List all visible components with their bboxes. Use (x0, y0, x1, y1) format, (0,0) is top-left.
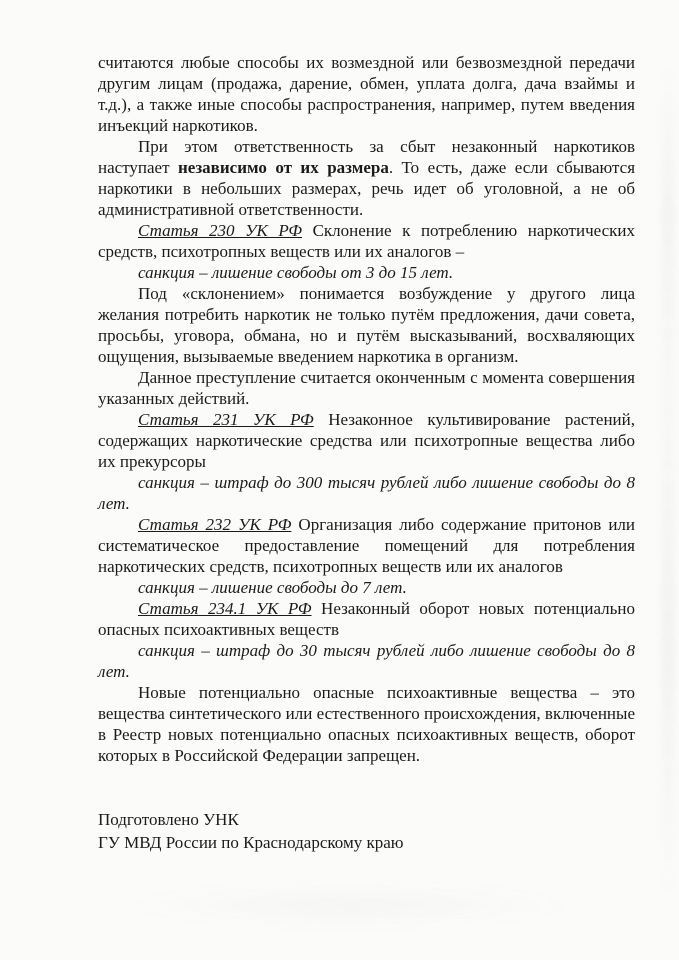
paragraph (98, 136, 635, 220)
document-footer (98, 808, 635, 854)
text-segment: Организация либо содержание притонов или систематическое предоставление помещений для потребления наркотических средств, психотропных веществ или их аналогов (98, 515, 635, 576)
text-segment: . То есть, даже если сбываются наркотики в небольших размерах, речь идет об уголовной, а не об административной ответственности. (98, 158, 636, 219)
text-segment: Под «склонением» понимается возбуждение у другого лица желания потребить наркотик не только путём предложения, дачи совета, просьбы, уговора, обмана, но и путём высказываний, восхваляющих ощущения, вызываемые введением наркотика в организм. (98, 284, 635, 366)
paragraph (98, 682, 635, 766)
paragraph (98, 472, 635, 514)
article-reference: Статья 232 УК РФ (138, 515, 292, 534)
paragraph (98, 262, 635, 283)
text-segment: Новые потенциально опасные психоактивные вещества – это вещества синтетического или естественного происхождения, включенные в Реестр новых потенциально опасных психоактивных веществ, оборот которых в Российской Федерации запрещен. (98, 683, 635, 765)
text-segment: независимо от их размера (178, 158, 389, 177)
paragraph (98, 220, 635, 262)
text-segment: санкция – штраф до 30 тысяч рублей либо лишение свободы до 8 лет. (98, 641, 635, 681)
paragraph (98, 52, 635, 136)
article-reference: Статья 231 УК РФ (138, 410, 314, 429)
paragraph (98, 367, 635, 409)
text-segment: При этом ответственность за сбыт незаконный наркотиков наступает (98, 137, 635, 177)
article-reference: Статья 234.1 УК РФ (138, 599, 312, 618)
footer-line: ГУ МВД России по Краснодарскому краю (98, 833, 404, 852)
text-segment: Незаконный оборот новых потенциально опасных психоактивных веществ (98, 599, 635, 639)
text-segment: санкция – лишение свободы до 7 лет. (138, 578, 407, 597)
text-segment: санкция – штраф до 300 тысяч рублей либо лишение свободы до 8 лет. (98, 473, 635, 513)
text-segment: Склонение к потреблению наркотических средств, психотропных веществ или их аналогов – (98, 221, 635, 261)
paragraph (98, 409, 635, 472)
document-body (98, 52, 635, 854)
text-segment: Незаконное культивирование растений, содержащих наркотические средства или психотропные вещества либо их прекурсоры (98, 410, 635, 471)
paragraph (98, 640, 635, 682)
paragraph (98, 598, 635, 640)
text-segment: Данное преступление считается оконченным с момента совершения указанных действий. (98, 368, 635, 408)
paragraph (98, 283, 635, 367)
scan-artifact-streak (661, 60, 675, 900)
text-segment: санкция – лишение свободы от 3 до 15 лет. (138, 263, 454, 282)
article-reference: Статья 230 УК РФ (138, 221, 303, 240)
scan-artifact-smudge (120, 880, 580, 930)
footer-line: Подготовлено УНК (98, 810, 239, 829)
paragraph (98, 577, 635, 598)
paragraph (98, 514, 635, 577)
text-segment: считаются любые способы их возмездной или безвозмездной передачи другим лицам (продажа, дарение, обмен, уплата долга, дача взаймы и т.д.), а также иные способы распространения, например, путем введения инъекций наркотиков. (98, 53, 635, 135)
